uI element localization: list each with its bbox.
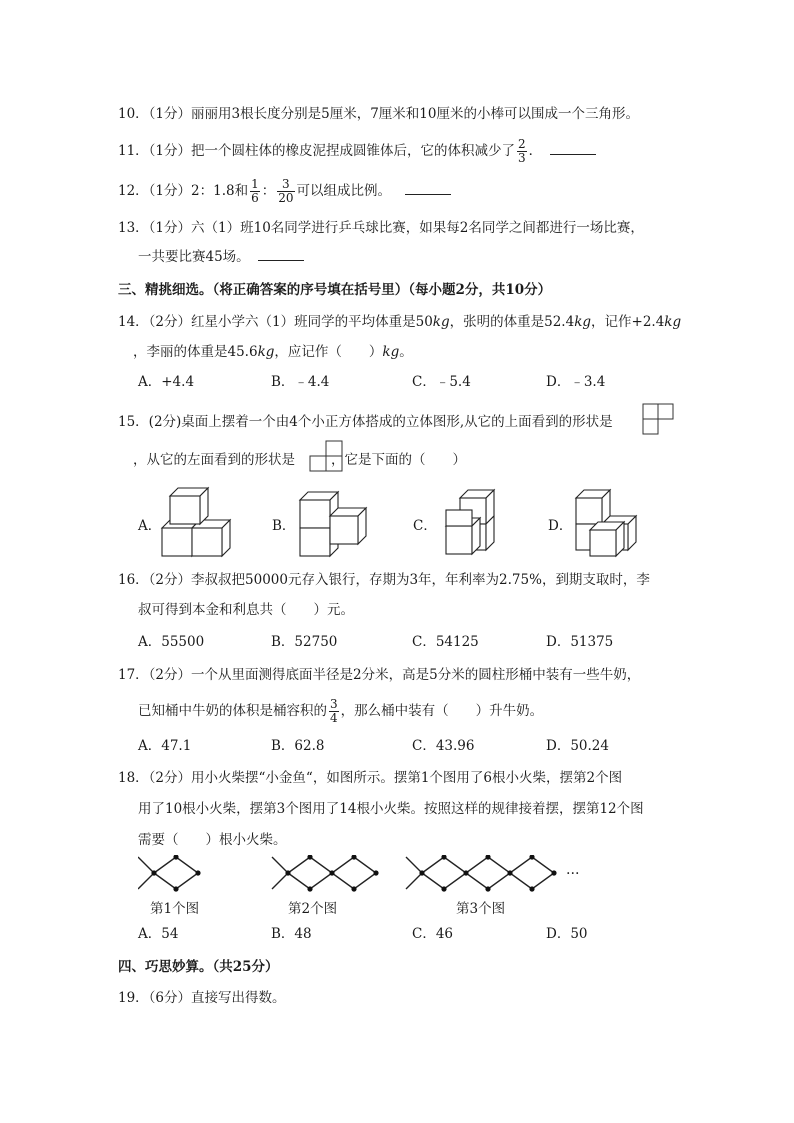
fraction-2-3 <box>517 138 527 165</box>
section-3-title: 三、精挑细选。（将正确答案的序号填在括号里）（每小题2分，共10分） <box>118 282 552 298</box>
answer-blank-12[interactable] <box>405 182 451 195</box>
option-d[interactable]: D．50 <box>546 926 588 942</box>
question-14-text: 14．（2分）红星小学六（1）班同学的平均体重是50 <box>118 314 433 330</box>
matchstick-fish-figures <box>138 855 588 920</box>
question-15-text-2a: ，从它的左面看到的形状是 <box>133 452 295 468</box>
question-16-line1 <box>118 570 650 590</box>
question-19-text: 19．（6分）直接写出得数。 <box>118 990 286 1006</box>
question-14-text-2c: 。 <box>399 344 413 360</box>
option-b[interactable]: B．52750 <box>271 634 338 650</box>
fraction-denominator: 3 <box>518 151 526 165</box>
question-12 <box>118 178 451 205</box>
cube-figure-d[interactable] <box>572 486 644 558</box>
top-view-icon <box>642 403 676 435</box>
fraction-denominator: 6 <box>251 191 259 205</box>
question-18-line1 <box>118 768 622 788</box>
question-13-line2 <box>138 247 304 267</box>
question-16-text-2: 叔可得到本金和利息共（ ）元。 <box>138 602 354 618</box>
option-c[interactable]: C．43.96 <box>412 738 475 754</box>
option-c[interactable]: C．46 <box>412 926 454 942</box>
option-d[interactable]: D．51375 <box>546 634 614 650</box>
fraction-denominator: 20 <box>278 191 294 205</box>
question-14-text-2b: ，应记作（ ） <box>274 344 383 360</box>
question-17-line2 <box>138 698 543 725</box>
question-14-line2 <box>133 342 413 362</box>
cube-figure-b[interactable] <box>296 486 368 558</box>
question-13-text-2: 一共要比赛45场。 <box>138 249 250 265</box>
ellipsis: … <box>566 862 580 878</box>
left-view-icon <box>309 440 345 472</box>
fraction-numerator: 3 <box>330 697 338 711</box>
option-b[interactable]: B．62.8 <box>271 738 325 754</box>
fraction-numerator: 1 <box>251 177 259 191</box>
fraction-1-6 <box>250 178 260 205</box>
question-16-line2 <box>138 600 354 620</box>
figure-1-label: 第1个图 <box>150 901 200 917</box>
question-18-line2 <box>138 799 644 819</box>
option-c[interactable]: C．﹣5.4 <box>412 374 471 390</box>
question-13-line1 <box>118 218 644 238</box>
unit-kg: kg <box>257 344 275 360</box>
question-14-text-2a: ，李丽的体重是45.6 <box>133 344 258 360</box>
question-15-text: 15．(2分)桌面上摆着一个由4个小正方体搭成的立体图形,从它的上面看到的形状是 <box>118 414 613 430</box>
question-17-text-2a: 已知桶中牛奶的体积是桶容积的 <box>138 703 327 719</box>
question-18-options <box>138 924 658 944</box>
question-19 <box>118 988 286 1008</box>
question-12-tail: 可以组成比例。 <box>296 183 391 199</box>
option-b[interactable]: B．﹣4.4 <box>271 374 330 390</box>
option-d[interactable]: D．﹣3.4 <box>546 374 606 390</box>
fraction-3-20 <box>277 178 294 205</box>
question-15-text-2b: ，它是下面的（ ） <box>331 452 466 468</box>
question-10 <box>118 104 639 124</box>
fraction-numerator: 3 <box>277 178 294 192</box>
option-c[interactable]: C．54125 <box>412 634 479 650</box>
question-15-line1 <box>118 412 613 432</box>
question-14-text-c: ，记作+2.4 <box>591 314 665 330</box>
question-18-text-2: 用了10根小火柴，摆第3个图用了14根小火柴。按照这样的规律接着摆，摆第12个图 <box>138 801 644 817</box>
question-14-line1 <box>118 312 681 332</box>
option-a[interactable]: A．55500 <box>138 634 205 650</box>
question-13-text: 13．（1分）六（1）班10名同学进行乒乓球比赛，如果每2名同学之间都进行一场比赛， <box>118 220 644 236</box>
question-15-line2 <box>133 450 466 470</box>
option-a[interactable]: A．+4.4 <box>138 374 195 390</box>
answer-blank-13[interactable] <box>258 248 304 261</box>
fraction-denominator: 4 <box>330 711 338 725</box>
question-17-text-2b: ，那么桶中装有（ ）升牛奶。 <box>340 703 544 719</box>
question-10-text: 10．（1分）丽丽用3根长度分别是5厘米，7厘米和10厘米的小棒可以围成一个三角形。 <box>118 106 639 122</box>
question-16-text: 16．（2分）李叔叔把50000元存入银行，存期为3年，年利率为2.75%，到期支取时，李 <box>118 572 650 588</box>
question-17-options <box>138 736 658 756</box>
ratio-colon: ： <box>261 183 276 199</box>
cube-figure-a[interactable] <box>160 486 232 558</box>
option-d[interactable]: D．50.24 <box>546 738 609 754</box>
option-b[interactable]: B． <box>272 518 296 534</box>
question-11-period: ． <box>528 143 543 159</box>
question-12-text: 12．（1分）2：1.8和 <box>118 183 249 199</box>
question-18-text: 18．（2分）用小火柴摆“小金鱼“，如图所示。摆第1个图用了6根小火柴，摆第2个图 <box>118 770 623 786</box>
option-a[interactable]: A． <box>138 518 162 534</box>
question-18-text-3: 需要（ ）根小火柴。 <box>138 832 287 848</box>
section-4-title: 四、巧思妙算。（共25分） <box>118 959 279 975</box>
question-11-text: 11．（1分）把一个圆柱体的橡皮泥捏成圆锥体后，它的体积减少了 <box>118 143 516 159</box>
cube-figure-c[interactable] <box>436 486 508 558</box>
question-11 <box>118 138 596 165</box>
option-a[interactable]: A．54 <box>138 926 179 942</box>
option-c[interactable]: C． <box>413 518 437 534</box>
unit-kg: kg <box>574 314 592 330</box>
option-b[interactable]: B．48 <box>271 926 312 942</box>
question-17-text: 17．（2分）一个从里面测得底面半径是2分米，高是5分米的圆柱形桶中装有一些牛奶， <box>118 667 641 683</box>
unit-kg: kg <box>664 314 682 330</box>
unit-kg: kg <box>432 314 450 330</box>
question-17-line1 <box>118 665 640 685</box>
figure-2-label: 第2个图 <box>288 901 338 917</box>
unit-kg: kg <box>382 344 400 360</box>
figure-3-label: 第3个图 <box>456 901 506 917</box>
fraction-numerator: 2 <box>518 137 526 151</box>
option-a[interactable]: A．47.1 <box>138 738 192 754</box>
question-16-options <box>138 632 658 652</box>
question-14-options <box>138 372 658 392</box>
question-18-line3 <box>138 830 287 850</box>
question-14-text-b: ，张明的体重是52.4 <box>449 314 575 330</box>
answer-blank-11[interactable] <box>550 142 596 155</box>
option-d[interactable]: D． <box>548 518 573 534</box>
fraction-3-4 <box>329 698 339 725</box>
